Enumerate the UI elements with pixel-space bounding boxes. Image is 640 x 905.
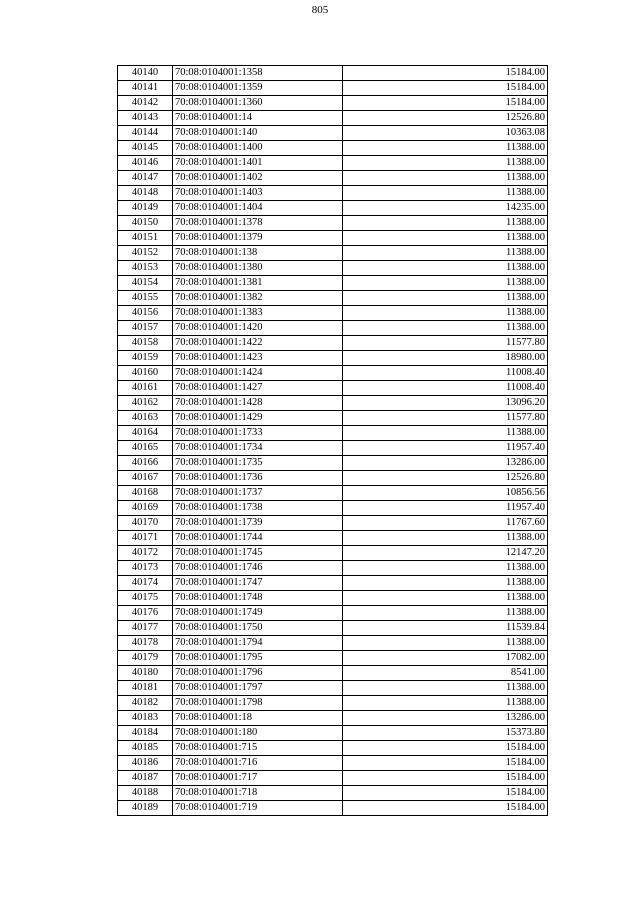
row-number-cell: 40170 xyxy=(118,516,173,531)
table-row xyxy=(118,426,548,441)
row-number-cell: 40144 xyxy=(118,126,173,141)
value-cell: 15184.00 xyxy=(343,741,548,756)
table-row xyxy=(118,396,548,411)
row-number-cell: 40173 xyxy=(118,561,173,576)
table-row xyxy=(118,96,548,111)
cadastral-number-cell: 70:08:0104001:715 xyxy=(173,741,343,756)
cadastral-number-cell: 70:08:0104001:1794 xyxy=(173,636,343,651)
value-cell: 11388.00 xyxy=(343,576,548,591)
table-row xyxy=(118,801,548,816)
table-row xyxy=(118,81,548,96)
value-cell: 11388.00 xyxy=(343,606,548,621)
cadastral-number-cell: 70:08:0104001:1735 xyxy=(173,456,343,471)
cadastral-number-cell: 70:08:0104001:1795 xyxy=(173,651,343,666)
row-number-cell: 40182 xyxy=(118,696,173,711)
value-cell: 11957.40 xyxy=(343,441,548,456)
row-number-cell: 40166 xyxy=(118,456,173,471)
cadastral-number-cell: 70:08:0104001:1734 xyxy=(173,441,343,456)
table-row xyxy=(118,246,548,261)
value-cell: 15184.00 xyxy=(343,786,548,801)
row-number-cell: 40151 xyxy=(118,231,173,246)
cadastral-number-cell: 70:08:0104001:1422 xyxy=(173,336,343,351)
cadastral-number-cell: 70:08:0104001:1404 xyxy=(173,201,343,216)
value-cell: 13096.20 xyxy=(343,396,548,411)
table-row xyxy=(118,111,548,126)
table-row xyxy=(118,411,548,426)
row-number-cell: 40159 xyxy=(118,351,173,366)
cadastral-number-cell: 70:08:0104001:1797 xyxy=(173,681,343,696)
value-cell: 8541.00 xyxy=(343,666,548,681)
table-body xyxy=(118,66,548,816)
value-cell: 11957.40 xyxy=(343,501,548,516)
cadastral-number-cell: 70:08:0104001:1382 xyxy=(173,291,343,306)
row-number-cell: 40180 xyxy=(118,666,173,681)
value-cell: 15184.00 xyxy=(343,96,548,111)
table-row xyxy=(118,201,548,216)
cadastral-number-cell: 70:08:0104001:718 xyxy=(173,786,343,801)
cadastral-number-cell: 70:08:0104001:717 xyxy=(173,771,343,786)
cadastral-number-cell: 70:08:0104001:1733 xyxy=(173,426,343,441)
row-number-cell: 40183 xyxy=(118,711,173,726)
row-number-cell: 40187 xyxy=(118,771,173,786)
cadastral-number-cell: 70:08:0104001:1383 xyxy=(173,306,343,321)
cadastral-number-cell: 70:08:0104001:18 xyxy=(173,711,343,726)
value-cell: 11539.84 xyxy=(343,621,548,636)
table-row xyxy=(118,621,548,636)
table-row xyxy=(118,711,548,726)
table-row xyxy=(118,171,548,186)
row-number-cell: 40169 xyxy=(118,501,173,516)
cadastral-number-cell: 70:08:0104001:1796 xyxy=(173,666,343,681)
cadastral-number-cell: 70:08:0104001:180 xyxy=(173,726,343,741)
value-cell: 11388.00 xyxy=(343,276,548,291)
row-number-cell: 40142 xyxy=(118,96,173,111)
table-row xyxy=(118,486,548,501)
value-cell: 11388.00 xyxy=(343,171,548,186)
table-row xyxy=(118,186,548,201)
row-number-cell: 40167 xyxy=(118,471,173,486)
row-number-cell: 40160 xyxy=(118,366,173,381)
cadastral-number-cell: 70:08:0104001:1746 xyxy=(173,561,343,576)
cadastral-number-cell: 70:08:0104001:1381 xyxy=(173,276,343,291)
value-cell: 11388.00 xyxy=(343,681,548,696)
table-row xyxy=(118,381,548,396)
row-number-cell: 40154 xyxy=(118,276,173,291)
row-number-cell: 40168 xyxy=(118,486,173,501)
value-cell: 11388.00 xyxy=(343,531,548,546)
cadastral-number-cell: 70:08:0104001:716 xyxy=(173,756,343,771)
table-row xyxy=(118,516,548,531)
table-row xyxy=(118,696,548,711)
value-cell: 11388.00 xyxy=(343,321,548,336)
cadastral-number-cell: 70:08:0104001:1736 xyxy=(173,471,343,486)
value-cell: 15184.00 xyxy=(343,81,548,96)
row-number-cell: 40189 xyxy=(118,801,173,816)
page-number: 805 xyxy=(311,4,329,16)
value-cell: 17082.00 xyxy=(343,651,548,666)
cadastral-number-cell: 70:08:0104001:14 xyxy=(173,111,343,126)
cadastral-number-cell: 70:08:0104001:1748 xyxy=(173,591,343,606)
cadastral-number-cell: 70:08:0104001:1402 xyxy=(173,171,343,186)
value-cell: 11388.00 xyxy=(343,231,548,246)
value-cell: 18980.00 xyxy=(343,351,548,366)
row-number-cell: 40149 xyxy=(118,201,173,216)
value-cell: 12147.20 xyxy=(343,546,548,561)
value-cell: 11388.00 xyxy=(343,426,548,441)
row-number-cell: 40179 xyxy=(118,651,173,666)
cadastral-number-cell: 70:08:0104001:1744 xyxy=(173,531,343,546)
table-row xyxy=(118,591,548,606)
table-row xyxy=(118,306,548,321)
row-number-cell: 40176 xyxy=(118,606,173,621)
table-row xyxy=(118,561,548,576)
cadastral-number-cell: 70:08:0104001:1428 xyxy=(173,396,343,411)
cadastral-number-cell: 70:08:0104001:1360 xyxy=(173,96,343,111)
cadastral-number-cell: 70:08:0104001:1747 xyxy=(173,576,343,591)
cadastral-number-cell: 70:08:0104001:1380 xyxy=(173,261,343,276)
value-cell: 11388.00 xyxy=(343,291,548,306)
row-number-cell: 40172 xyxy=(118,546,173,561)
table-row xyxy=(118,156,548,171)
row-number-cell: 40147 xyxy=(118,171,173,186)
cadastral-number-cell: 70:08:0104001:1750 xyxy=(173,621,343,636)
value-cell: 11388.00 xyxy=(343,246,548,261)
value-cell: 11577.80 xyxy=(343,336,548,351)
value-cell: 11388.00 xyxy=(343,186,548,201)
cadastral-number-cell: 70:08:0104001:140 xyxy=(173,126,343,141)
value-cell: 11388.00 xyxy=(343,696,548,711)
table-row xyxy=(118,726,548,741)
row-number-cell: 40178 xyxy=(118,636,173,651)
cadastral-number-cell: 70:08:0104001:1401 xyxy=(173,156,343,171)
row-number-cell: 40140 xyxy=(118,66,173,81)
table-row xyxy=(118,261,548,276)
row-number-cell: 40174 xyxy=(118,576,173,591)
row-number-cell: 40165 xyxy=(118,441,173,456)
value-cell: 12526.80 xyxy=(343,111,548,126)
table-row xyxy=(118,471,548,486)
table-row xyxy=(118,546,548,561)
cadastral-number-cell: 70:08:0104001:1737 xyxy=(173,486,343,501)
value-cell: 11388.00 xyxy=(343,141,548,156)
row-number-cell: 40146 xyxy=(118,156,173,171)
row-number-cell: 40157 xyxy=(118,321,173,336)
table-row xyxy=(118,636,548,651)
row-number-cell: 40181 xyxy=(118,681,173,696)
row-number-cell: 40177 xyxy=(118,621,173,636)
cadastral-number-cell: 70:08:0104001:1427 xyxy=(173,381,343,396)
table-row xyxy=(118,606,548,621)
value-cell: 11388.00 xyxy=(343,591,548,606)
value-cell: 13286.00 xyxy=(343,456,548,471)
row-number-cell: 40188 xyxy=(118,786,173,801)
cadastral-number-cell: 70:08:0104001:138 xyxy=(173,246,343,261)
table-row xyxy=(118,771,548,786)
table-row xyxy=(118,651,548,666)
cadastral-number-cell: 70:08:0104001:719 xyxy=(173,801,343,816)
row-number-cell: 40171 xyxy=(118,531,173,546)
value-cell: 11577.80 xyxy=(343,411,548,426)
value-cell: 15184.00 xyxy=(343,66,548,81)
value-cell: 11388.00 xyxy=(343,216,548,231)
cadastral-number-cell: 70:08:0104001:1745 xyxy=(173,546,343,561)
table-row xyxy=(118,786,548,801)
row-number-cell: 40143 xyxy=(118,111,173,126)
row-number-cell: 40152 xyxy=(118,246,173,261)
cadastral-number-cell: 70:08:0104001:1400 xyxy=(173,141,343,156)
cadastral-number-cell: 70:08:0104001:1423 xyxy=(173,351,343,366)
cadastral-number-cell: 70:08:0104001:1749 xyxy=(173,606,343,621)
row-number-cell: 40162 xyxy=(118,396,173,411)
cadastral-number-cell: 70:08:0104001:1379 xyxy=(173,231,343,246)
cadastral-number-cell: 70:08:0104001:1738 xyxy=(173,501,343,516)
cadastral-value-table xyxy=(117,65,548,816)
table-row xyxy=(118,501,548,516)
row-number-cell: 40175 xyxy=(118,591,173,606)
value-cell: 14235.00 xyxy=(343,201,548,216)
cadastral-number-cell: 70:08:0104001:1378 xyxy=(173,216,343,231)
table-row xyxy=(118,351,548,366)
table-row xyxy=(118,531,548,546)
row-number-cell: 40158 xyxy=(118,336,173,351)
table-row xyxy=(118,366,548,381)
value-cell: 12526.80 xyxy=(343,471,548,486)
value-cell: 10363.08 xyxy=(343,126,548,141)
cadastral-number-cell: 70:08:0104001:1424 xyxy=(173,366,343,381)
value-cell: 15184.00 xyxy=(343,771,548,786)
cadastral-number-cell: 70:08:0104001:1429 xyxy=(173,411,343,426)
table-row xyxy=(118,231,548,246)
table-row xyxy=(118,666,548,681)
table-row xyxy=(118,681,548,696)
row-number-cell: 40184 xyxy=(118,726,173,741)
value-cell: 11388.00 xyxy=(343,156,548,171)
value-cell: 11388.00 xyxy=(343,306,548,321)
cadastral-number-cell: 70:08:0104001:1359 xyxy=(173,81,343,96)
table-row xyxy=(118,456,548,471)
cadastral-number-cell: 70:08:0104001:1420 xyxy=(173,321,343,336)
table-row xyxy=(118,336,548,351)
value-cell: 11388.00 xyxy=(343,636,548,651)
cadastral-number-cell: 70:08:0104001:1358 xyxy=(173,66,343,81)
table-row xyxy=(118,276,548,291)
table-row xyxy=(118,321,548,336)
table-row xyxy=(118,291,548,306)
table-row xyxy=(118,741,548,756)
table-row xyxy=(118,66,548,81)
value-cell: 11008.40 xyxy=(343,366,548,381)
value-cell: 15373.80 xyxy=(343,726,548,741)
row-number-cell: 40148 xyxy=(118,186,173,201)
row-number-cell: 40153 xyxy=(118,261,173,276)
table-row xyxy=(118,576,548,591)
table-row xyxy=(118,141,548,156)
row-number-cell: 40186 xyxy=(118,756,173,771)
row-number-cell: 40185 xyxy=(118,741,173,756)
table-row xyxy=(118,216,548,231)
row-number-cell: 40164 xyxy=(118,426,173,441)
table-row xyxy=(118,756,548,771)
value-cell: 10856.56 xyxy=(343,486,548,501)
value-cell: 11767.60 xyxy=(343,516,548,531)
row-number-cell: 40161 xyxy=(118,381,173,396)
row-number-cell: 40141 xyxy=(118,81,173,96)
value-cell: 11388.00 xyxy=(343,561,548,576)
row-number-cell: 40156 xyxy=(118,306,173,321)
value-cell: 15184.00 xyxy=(343,756,548,771)
row-number-cell: 40163 xyxy=(118,411,173,426)
row-number-cell: 40145 xyxy=(118,141,173,156)
row-number-cell: 40150 xyxy=(118,216,173,231)
cadastral-number-cell: 70:08:0104001:1798 xyxy=(173,696,343,711)
table-row xyxy=(118,126,548,141)
value-cell: 11388.00 xyxy=(343,261,548,276)
cadastral-number-cell: 70:08:0104001:1739 xyxy=(173,516,343,531)
value-cell: 15184.00 xyxy=(343,801,548,816)
row-number-cell: 40155 xyxy=(118,291,173,306)
table-row xyxy=(118,441,548,456)
cadastral-number-cell: 70:08:0104001:1403 xyxy=(173,186,343,201)
value-cell: 11008.40 xyxy=(343,381,548,396)
value-cell: 13286.00 xyxy=(343,711,548,726)
